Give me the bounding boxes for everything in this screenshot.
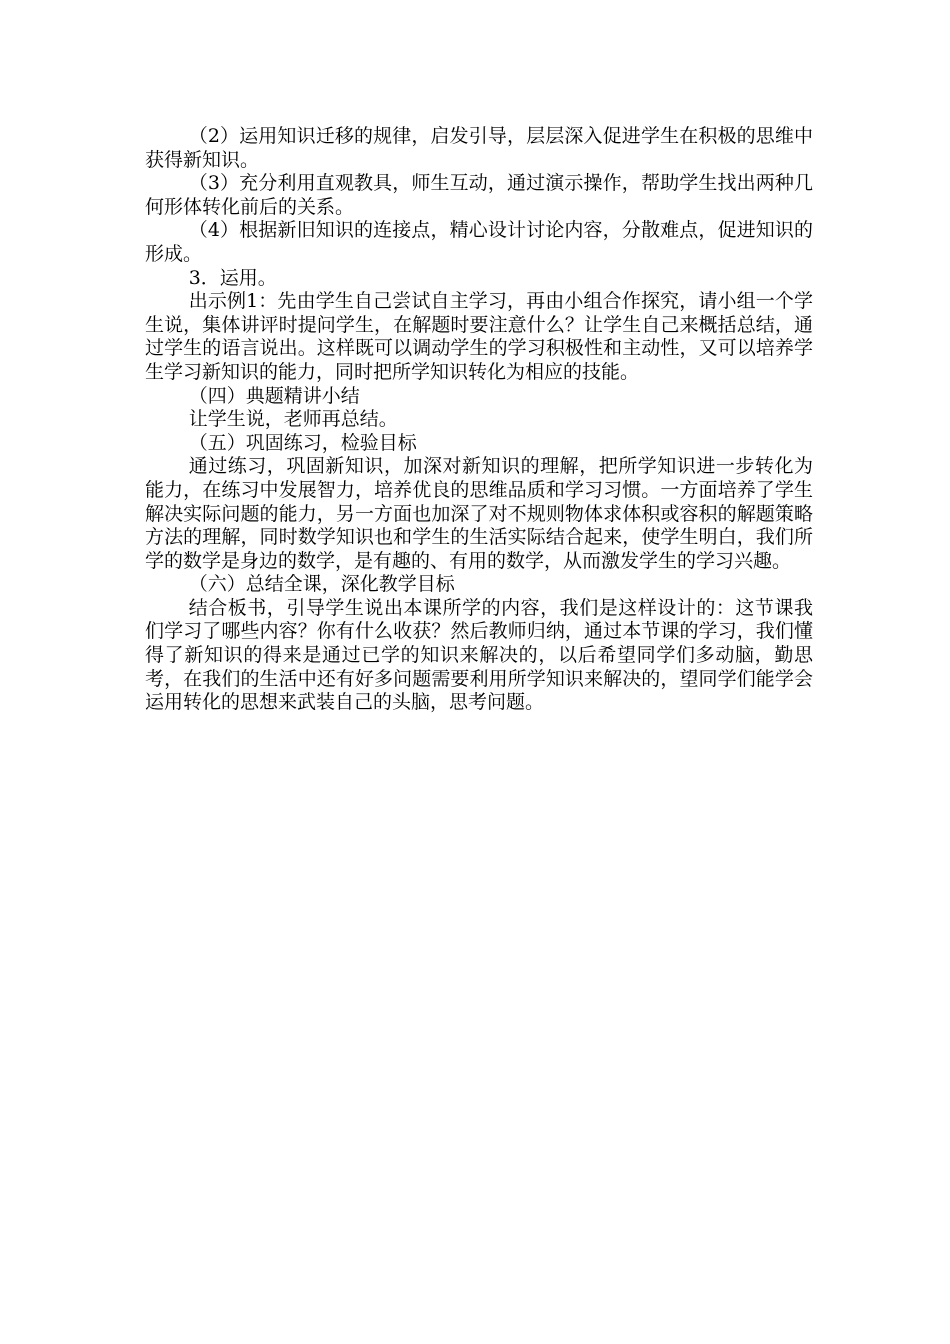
paragraph-practice: 通过练习，巩固新知识，加深对新知识的理解，把所学知识进一步转化为能力，在练习中发展智力，培养优良的思维品质和学习习惯。一方面培养了学生解决实际问题的能力，另一方面也加深了对不规则物体求体积或容积的解题策略方法的理解，同时数学知识也和学生的生活实际结合起来，使学生明白，我们所学的数学是身边的数学，是有趣的、有用的数学，从而激发学生的学习兴趣。 bbox=[145, 455, 813, 572]
section-heading-6: （六）总结全课，深化教学目标 bbox=[188, 573, 455, 596]
section-heading-5: （五）巩固练习，检验目标 bbox=[188, 431, 417, 454]
section-heading-4: （四）典题精讲小结 bbox=[188, 384, 360, 407]
paragraph-method-3: （3）充分利用直观教具，师生互动，通过演示操作，帮助学生找出两种几何形体转化前后的关系。 bbox=[145, 172, 813, 218]
paragraph-apply-heading: 3．运用。 bbox=[188, 266, 277, 289]
paragraph-conclusion: 结合板书，引导学生说出本课所学的内容，我们是这样设计的：这节课我们学习了哪些内容？你有什么收获？然后教师归纳，通过本节课的学习，我们懂得了新知识的得来是通过已学的知识来解决的，以后希望同学们多动脑，勤思考，在我们的生活中还有好多问题需要利用所学知识来解决的，望同学们能学会运用转化的思想来武装自己的头脑，思考问题。 bbox=[145, 596, 813, 714]
paragraph-example-1: 出示例1：先由学生自己尝试自主学习，再由小组合作探究，请小组一个学生说，集体讲评时提问学生，在解题时要注意什么？让学生自己来概括总结，通过学生的语言说出。这样既可以调动学生的学习积极性和主动性，又可以培养学生学习新知识的能力，同时把所学知识转化为相应的技能。 bbox=[145, 290, 813, 383]
paragraph-method-2: （2）运用知识迁移的规律，启发引导，层层深入促进学生在积极的思维中获得新知识。 bbox=[145, 125, 813, 171]
document-body bbox=[145, 125, 813, 715]
paragraph-summary: 让学生说，老师再总结。 bbox=[188, 408, 398, 431]
paragraph-method-4: （4）根据新旧知识的连接点，精心设计讨论内容，分散难点，促进知识的形成。 bbox=[145, 219, 813, 265]
